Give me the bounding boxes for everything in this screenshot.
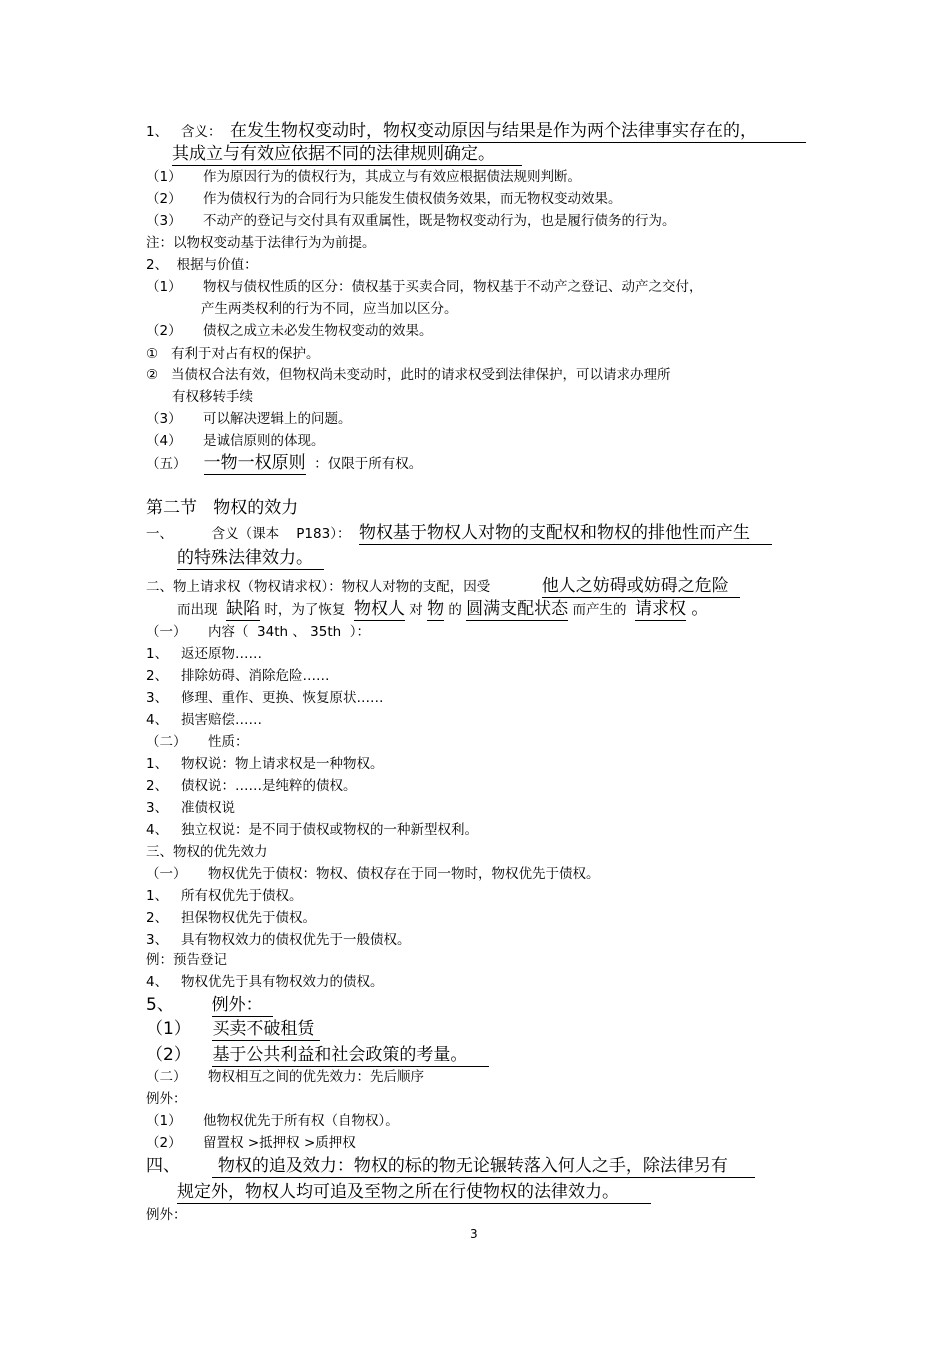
text-line [172,143,522,165]
underlined-text: 物权基于物权人对物的支配权和物权的排他性而产生 [359,523,751,543]
text-segment: （4） 是诚信原则的体现。 [146,433,325,449]
text-segment: 1、 含义： [146,124,231,140]
text-segment: （1） [146,1019,213,1039]
text-segment: 一、 含义（课本 P183）： [146,526,360,542]
text-segment: 4、 损害赔偿…… [146,712,262,728]
text-line [146,821,478,839]
text-line [146,1155,755,1177]
underlined-text: 请求权 [635,599,687,619]
underlined-text [619,1182,651,1204]
text-line [146,865,599,883]
text-line [201,300,458,318]
text-line [146,212,676,230]
text-line [177,547,324,569]
text-segment: 例外： [146,1091,187,1107]
text-line [146,777,356,795]
text-segment: 注：以物权变动基于法律行为为前提。 [146,235,376,251]
text-line [146,366,670,384]
text-segment: 例外： [146,1207,187,1223]
underlined-text: 物 [427,599,445,619]
underlined-text: 其成立与有效应依据不同的法律规则确定。 [172,144,495,164]
text-line [146,887,302,905]
text-line [146,645,262,663]
text-line [146,733,248,751]
text-line [146,623,370,641]
text-segment: 2、 担保物权优先于债权。 [146,910,316,926]
underlined-text [495,144,522,166]
text-segment: 。 [686,599,709,619]
text-line [146,1068,424,1086]
text-segment: 1、 返还原物…… [146,646,262,662]
text-line [146,452,422,474]
text-segment: 四、 [146,1156,213,1176]
text-segment: 的 [444,602,467,618]
text-line [146,322,433,340]
text-segment: 而出现 [177,602,227,618]
text-line [146,843,268,861]
text-line [146,234,376,252]
underlined-text: 一物一权原则 [203,453,306,473]
text-line [146,432,325,450]
underlined-text: 物权的追及效力：物权的标的物无论辗转落入何人之手，除法律另有 [212,1156,728,1176]
text-line [146,667,329,685]
text-segment: ② 当债权合法有效，但物权尚未变动时，此时的请求权受到法律保护，可以请求办理所 [146,367,671,383]
text-line [146,345,319,363]
text-segment: （3） 可以解决逻辑上的问题。 [146,411,352,427]
text-segment: 例：预告登记 [146,952,227,968]
text-segment: 产生两类权利的行为不同，应当加以区分。 [201,301,458,317]
text-segment: （二） 性质： [146,734,249,750]
text-segment: （一） 物权优先于债权：物权、债权存在于同一物时，物权优先于债权。 [146,866,600,882]
underlined-text [757,121,806,143]
text-segment: 4、 物权优先于具有物权效力的债权。 [146,974,384,990]
text-segment: 2、 根据与价值： [146,257,258,273]
text-segment: （2） [146,1045,213,1065]
text-line [146,522,772,544]
text-line [146,168,581,186]
underlined-text [729,576,740,598]
text-segment: 5、 [146,995,212,1015]
underlined-text: 他人之妨碍或妨碍之危险 [541,576,729,596]
underlined-text: 在发生物权变动时，物权变动原因与结果是作为两个法律事实存在的， [230,121,758,141]
text-segment: （3） 不动产的登记与交付具有双重属性，既是物权变动行为，也是履行债务的行为。 [146,213,676,229]
underlined-text: 缺陷 [226,599,261,619]
text-line [146,410,352,428]
text-segment: （2） 债权之成立未必发生物权变动的效果。 [146,323,433,339]
text-line [177,1181,651,1203]
text-segment: （五） [146,456,204,472]
text-line [177,598,708,620]
text-line [146,994,273,1016]
text-line [146,951,227,969]
text-line [146,1090,187,1108]
text-segment: 有权移转手续 [172,389,253,405]
text-segment: ① 有利于对占有权的保护。 [146,346,320,362]
text-segment: （1） 作为原因行为的债权行为，其成立与有效应根据债法规则判断。 [146,169,582,185]
text-segment: （1） 他物权优先于所有权（自物权）。 [146,1113,399,1129]
text-line [146,689,383,707]
underlined-text: 规定外，物权人均可追及至物之所在行使物权的法律效力。 [177,1182,619,1202]
text-segment: 时，为了恢复 [260,602,354,618]
text-line [146,931,410,949]
text-segment: （一） 内容（ 34th 、 35th ）： [146,624,371,640]
text-segment: （1） 物权与债权性质的区分：债权基于买卖合同，物权基于不动产之登记、动产之交付， [146,279,703,295]
underlined-text: 基于公共利益和社会政策的考量。 [212,1045,468,1065]
underlined-text [750,523,772,545]
text-segment: 2、 债权说：……是纯粹的债权。 [146,778,357,794]
text-line [146,1112,399,1130]
text-segment: 三、物权的优先效力 [146,844,268,860]
text-segment: 1、 所有权优先于债权。 [146,888,303,904]
underlined-text [263,995,274,1017]
text-line [172,388,253,406]
text-segment: 对 [404,602,428,618]
text-line [146,575,740,597]
underlined-text: 买卖不破租赁 [212,1019,315,1039]
text-segment: （2） 留置权 >抵押权 >质押权 [146,1135,356,1151]
text-segment: 2、 排除妨碍、消除危险…… [146,668,330,684]
text-line [146,256,258,274]
text-segment: （2） 作为债权行为的合同行为只能发生债权债务效果，而无物权变动效果。 [146,191,622,207]
text-line [146,278,703,296]
underlined-text [313,548,324,570]
text-line [146,190,622,208]
text-segment: 第二节 物权的效力 [146,498,299,518]
text-line [146,497,298,519]
text-line [146,1134,356,1152]
text-segment: 3、 准债权说 [146,800,235,816]
text-line [146,973,383,991]
underlined-text [314,1019,319,1041]
text-line [146,909,316,927]
underlined-text [728,1156,755,1178]
text-segment: 3、 具有物权效力的债权优先于一般债权。 [146,932,411,948]
underlined-text: 的特殊法律效力。 [177,548,313,568]
underlined-text: 圆满支配状态 [466,599,569,619]
text-segment: 1、 物权说：物上请求权是一种物权。 [146,756,384,772]
underlined-text: 物权人 [353,599,405,619]
text-segment: 而产生的 [568,602,636,618]
text-line [146,711,262,729]
text-segment: 4、 独立权说：是不同于债权或物权的一种新型权利。 [146,822,478,838]
text-segment: 3、 修理、重作、更换、恢复原状…… [146,690,384,706]
text-line [146,1044,489,1066]
text-line [146,755,383,773]
text-line [146,1206,187,1224]
text-segment: （二） 物权相互之间的优先效力：先后顺序 [146,1069,424,1085]
page-number: 3 [470,1227,478,1241]
text-line [146,1018,320,1040]
text-line [146,120,806,142]
text-line [146,799,235,817]
text-segment: 二、物上请求权（物权请求权）：物权人对物的支配，因受 [146,579,542,595]
underlined-text: 例外： [211,995,263,1015]
underlined-text [467,1045,489,1067]
text-segment: ：仅限于所有权。 [305,456,423,472]
